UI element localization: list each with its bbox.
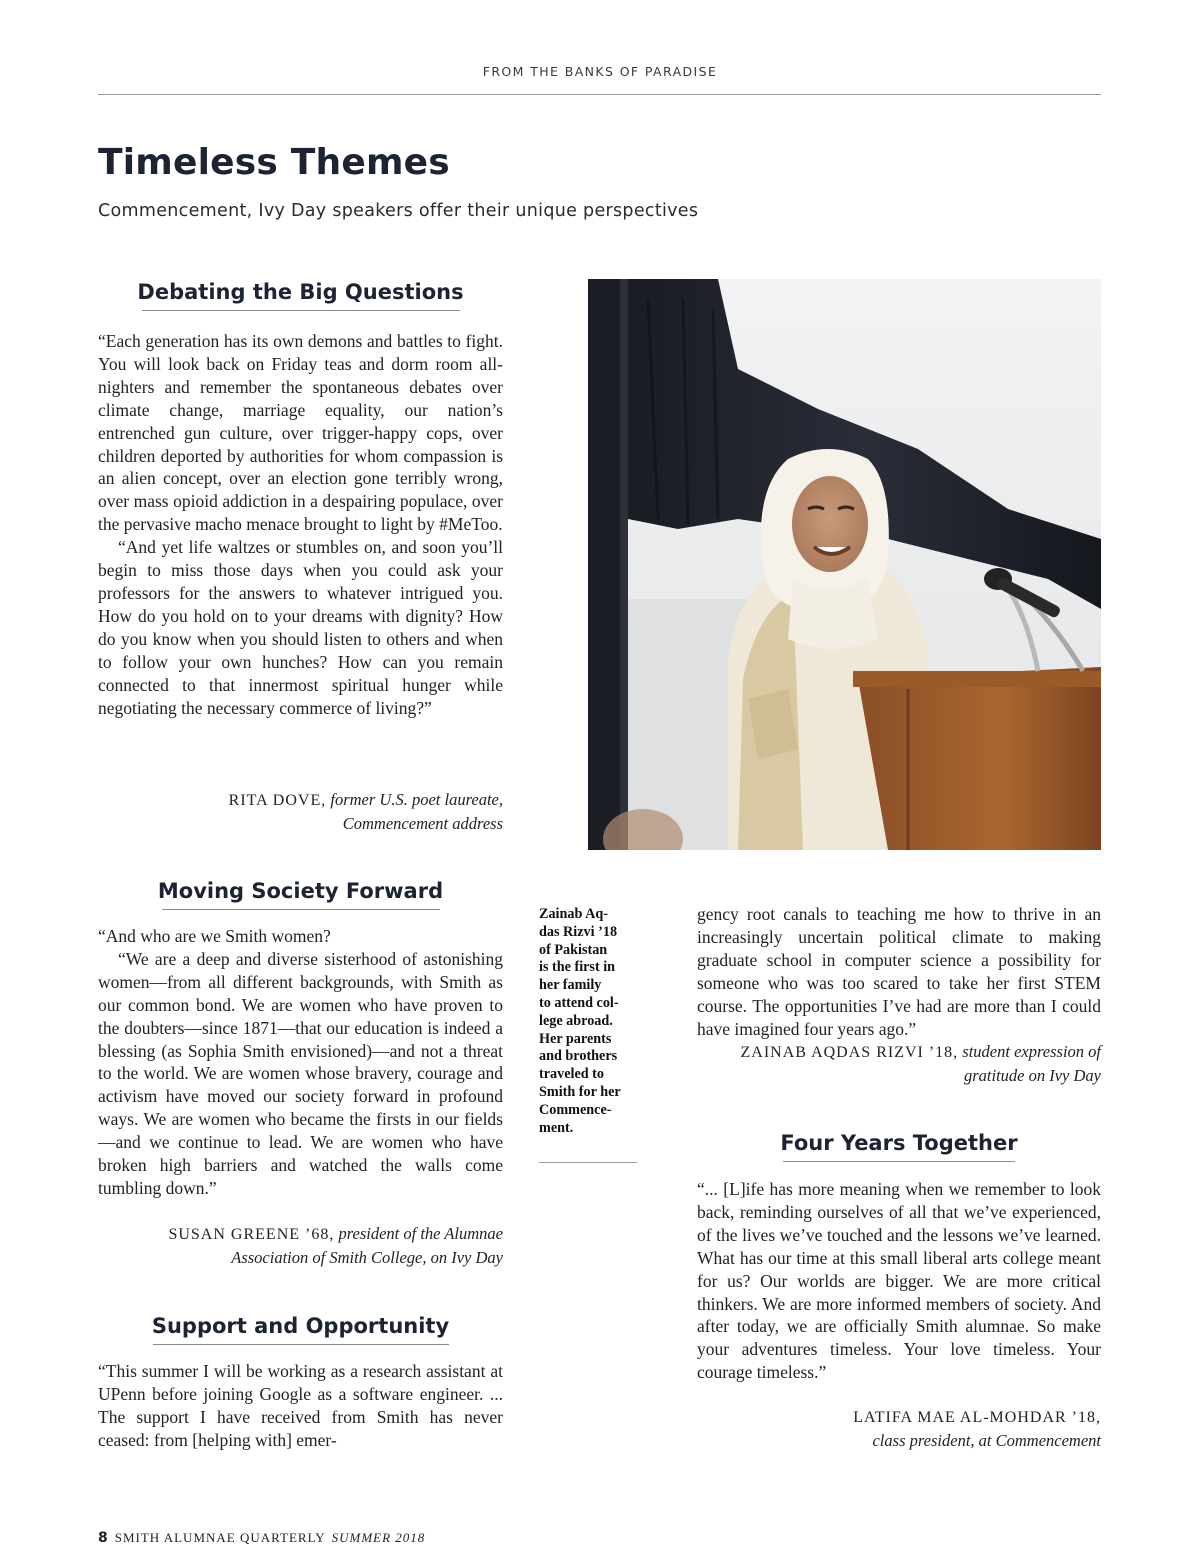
- section-support-body: [98, 1360, 503, 1452]
- quote-paragraph: “We are a deep and diverse sisterhood of astonishing women—from all different backgrounds, with Smith as our common bond. We are women who have proven to the doubters—since 1871—that our education is indeed a blessing (as Sophia Smith envisioned)—and not a threat to the world. We are women whose bravery, courage and activism have moved our society forward in profound ways. We are women who became the firsts in our fields—and we continue to lead. We are women who have broken high barriers and watched the walls come tumbling down.”: [98, 948, 503, 1198]
- section-moving-header: [98, 879, 503, 910]
- heading-underline: [153, 1344, 449, 1345]
- caption-line: of Pakistan: [539, 941, 608, 958]
- speaker-role: class president, at Commencement: [872, 1430, 1101, 1450]
- section-four-years-body: [697, 1178, 1101, 1384]
- running-head: FROM THE BANKS OF PARADISE: [482, 64, 718, 79]
- caption-line: das Rizvi ’18: [539, 923, 618, 940]
- caption-line: lege abroad.: [539, 1012, 613, 1029]
- caption-line: is the first in: [539, 959, 616, 976]
- quote-paragraph: gency root canals to teaching me how to thrive in an increasingly uncertain political climate to making graduate school in computer science a possibility for someone who was too scared to take her first STEM course. The opportunities I’ve had are more than I could have imagined four years ago.”: [697, 904, 1101, 1039]
- section-moving-body: [98, 925, 503, 1200]
- speaker-photo: [588, 279, 1101, 850]
- speaker-role: Commencement address: [342, 813, 503, 833]
- section-support-continued: [697, 903, 1101, 1040]
- caption-line: to attend col-: [539, 994, 619, 1011]
- heading-underline: [783, 1161, 1015, 1162]
- caption-line: ment.: [539, 1119, 574, 1136]
- speaker-name: RITA DOVE,: [228, 792, 327, 809]
- quote-paragraph: “... [L]ife has more meaning when we remember to look back, reminding ourselves of all that we’ve experienced, of the lives we’ve touched and the lessons we’ve learned. What has our time at this small liberal arts college meant for us? Our worlds are bigger. We are more critical thinkers. We are more informed members of society. And after today, we are officially Smith alumnae. So make your adventures timeless. Your love timeless. Your courage timeless.”: [697, 1179, 1101, 1383]
- caption-line: Smith for her: [539, 1083, 621, 1100]
- attribution-al-mohdar: [697, 1407, 1101, 1453]
- section-four-years-header: [697, 1131, 1101, 1162]
- caption-line: Zainab Aq-: [539, 906, 608, 922]
- speaker-role: Association of Smith College, on Ivy Day: [231, 1247, 503, 1267]
- quote-paragraph: “And who are we Smith women?: [98, 926, 331, 946]
- issue-date: SUMMER 2018: [331, 1530, 426, 1545]
- speaker-role: gratitude on Ivy Day: [963, 1065, 1101, 1085]
- quote-paragraph: “Each generation has its own demons and battles to fight. You will look back on Friday teas and dorm room all-nighters and remember the spontaneous debates over climate change, marriage equality, our nation’s entrenched gun culture, over trigger-happy cops, over children deported by authorities for whom compassion is an alien concept, over an election gone terribly wrong, over mass opioid addiction in a despairing populace, over the pervasive macho menace brought to light by #MeToo.: [98, 331, 503, 535]
- attribution-rizvi: [697, 1041, 1101, 1088]
- attribution-dove: [98, 789, 503, 836]
- section-debating-body: [98, 330, 503, 719]
- article-title: Timeless Themes: [98, 142, 450, 183]
- speaker-name: SUSAN GREENE ’68,: [168, 1226, 335, 1243]
- speaker-role: student expression of: [962, 1042, 1101, 1061]
- speaker-role: former U.S. poet laureate,: [330, 790, 503, 809]
- speaker-name: ZAINAB AQDAS RIZVI ’18,: [740, 1044, 959, 1061]
- heading-underline: [162, 909, 440, 910]
- heading-underline: [142, 310, 460, 311]
- header-rule: [98, 94, 1101, 95]
- page-footer: [98, 1530, 425, 1546]
- speaker-name: LATIFA MAE AL-MOHDAR ’18,: [853, 1409, 1101, 1426]
- attribution-greene: [98, 1223, 503, 1270]
- section-heading: Moving Society Forward: [157, 879, 444, 903]
- caption-line: her family: [539, 977, 602, 994]
- page-number: 8: [98, 1530, 109, 1546]
- caption-line: traveled to: [539, 1066, 605, 1083]
- article-subtitle: Commencement, Ivy Day speakers offer their unique perspectives: [98, 201, 699, 221]
- speaker-role: president of the Alumnae: [338, 1224, 503, 1243]
- section-heading: Four Years Together: [780, 1131, 1018, 1155]
- section-heading: Support and Opportunity: [151, 1314, 450, 1338]
- section-heading: Debating the Big Questions: [137, 280, 464, 304]
- photo-caption: [539, 906, 639, 1137]
- quote-paragraph: “And yet life waltzes or stumbles on, and soon you’ll begin to miss those days when you could ask your professors for the answers to whatever intrigued you. How do you hold on to your dreams with dignity? How do you know when you should listen to others and when to follow your own hunches? How can you remain connected to that innermost spiritual hunger while negotiating the necessary commerce of living?”: [98, 537, 503, 718]
- section-support-header: [98, 1314, 503, 1345]
- caption-line: and brothers: [539, 1048, 618, 1065]
- caption-line: Her parents: [539, 1030, 612, 1047]
- caption-line: Commence-: [539, 1101, 612, 1118]
- caption-rule: [539, 1162, 637, 1163]
- publication-name: SMITH ALUMNAE QUARTERLY: [114, 1530, 326, 1545]
- quote-paragraph: “This summer I will be working as a research assistant at UPenn before joining Google as a software engineer. ... The support I have received from Smith has never ceased: from [helping with] emer-: [98, 1361, 503, 1450]
- section-debating-header: [98, 280, 503, 311]
